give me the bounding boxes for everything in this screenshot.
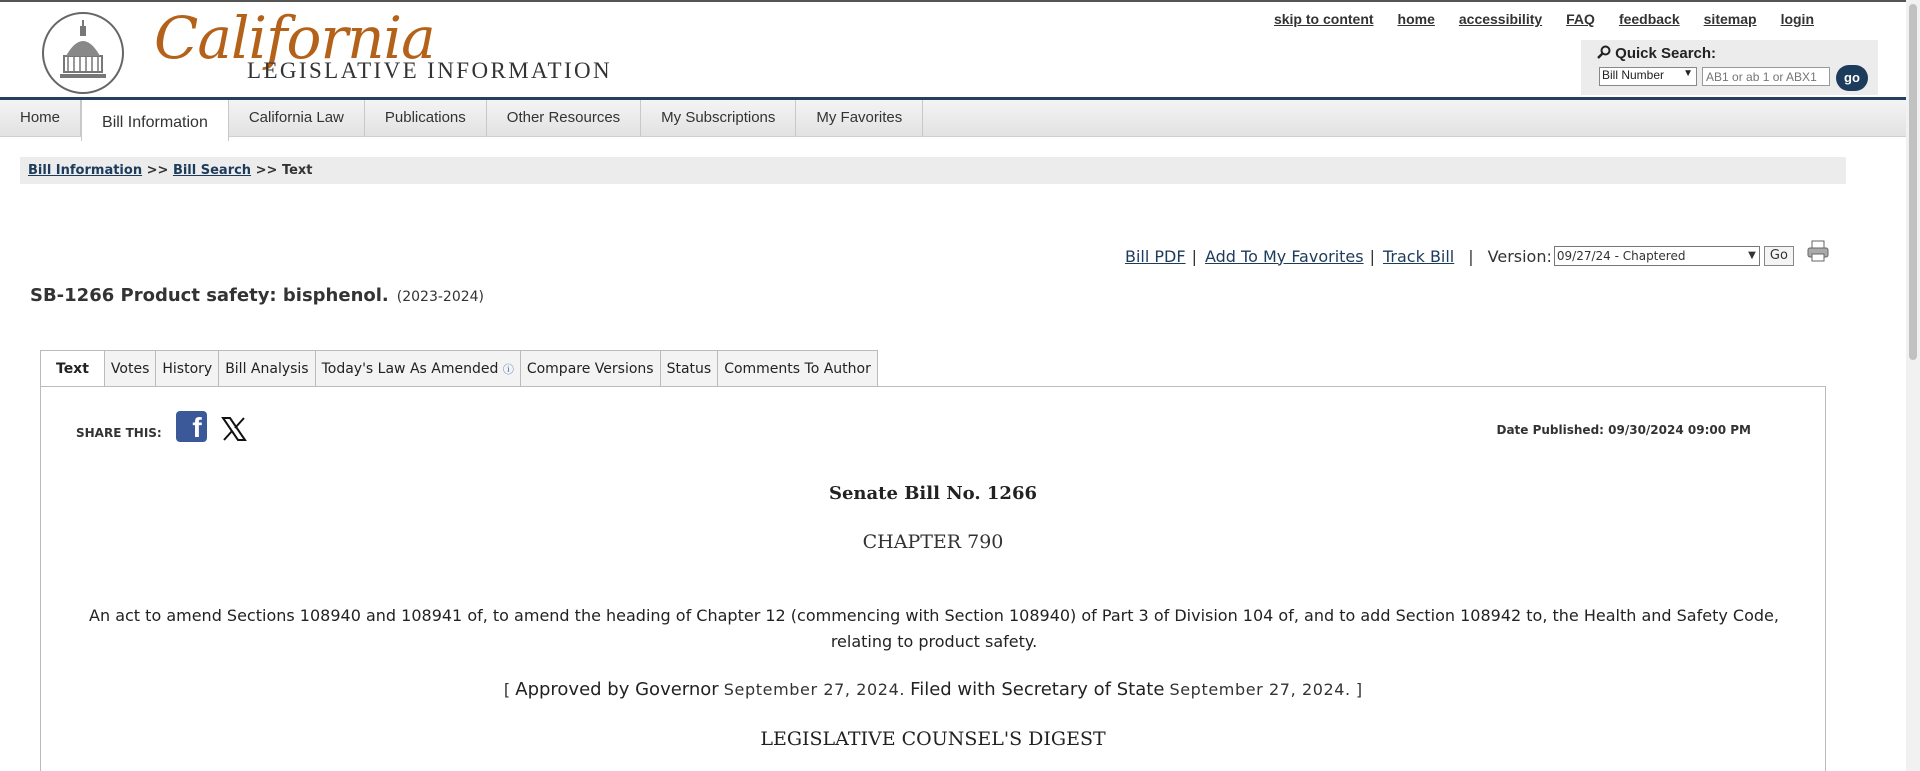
facebook-icon[interactable]: f <box>176 411 207 442</box>
scrollbar-thumb[interactable] <box>1909 4 1917 360</box>
tab-text[interactable]: Text <box>40 350 105 387</box>
approval-bracket-close: ] <box>1355 680 1363 699</box>
bill-number-heading: Senate Bill No. 1266 <box>828 483 1037 504</box>
logo-california-text[interactable]: California <box>154 4 435 72</box>
bill-text-panel <box>40 386 1826 771</box>
login-link[interactable]: login <box>1780 11 1814 27</box>
bill-actions-bar <box>1125 246 1794 266</box>
nav-tab-bill-information[interactable]: Bill Information <box>81 100 229 141</box>
x-twitter-icon[interactable] <box>221 416 247 442</box>
tab-votes[interactable]: Votes <box>105 350 156 387</box>
home-link[interactable]: home <box>1397 11 1435 27</box>
version-go-button[interactable]: Go <box>1764 246 1794 266</box>
nav-tab-publications[interactable]: Publications <box>365 100 487 136</box>
bill-title <box>30 285 484 306</box>
quick-search-text: Quick Search: <box>1615 45 1717 62</box>
filed-date: September 27, 2024. <box>1169 680 1351 699</box>
add-to-favorites-link[interactable]: Add To My Favorites <box>1204 246 1364 266</box>
skip-to-content-link[interactable]: skip to content <box>1273 11 1374 27</box>
tab-comments-to-author[interactable]: Comments To Author <box>718 350 878 387</box>
separator: | <box>1468 246 1474 266</box>
breadcrumb-separator: >> <box>146 163 169 178</box>
tab-todays-law[interactable] <box>316 350 521 387</box>
accessibility-link[interactable]: accessibility <box>1458 11 1543 27</box>
bill-session: (2023-2024) <box>396 289 484 305</box>
print-icon[interactable] <box>1807 240 1829 262</box>
search-type-value: Bill Number <box>1602 68 1665 82</box>
tab-history[interactable]: History <box>156 350 219 387</box>
breadcrumb <box>20 157 1846 184</box>
tab-todays-law-label: Today's Law As Amended <box>321 361 499 377</box>
bill-title-text: SB-1266 Product safety: bisphenol. <box>30 285 389 306</box>
date-published: Date Published: 09/30/2024 09:00 PM <box>1496 423 1751 437</box>
version-value: 09/27/24 - Chaptered <box>1556 249 1686 263</box>
page-scrollbar[interactable] <box>1906 0 1920 771</box>
feedback-link[interactable]: feedback <box>1618 11 1680 27</box>
nav-tab-home[interactable]: Home <box>0 100 81 136</box>
digest-heading: LEGISLATIVE COUNSEL'S DIGEST <box>760 728 1106 750</box>
nav-tab-my-subscriptions[interactable]: My Subscriptions <box>641 100 796 136</box>
approved-date: September 27, 2024. <box>723 680 906 699</box>
logo-legislative-text[interactable]: LEGISLATIVE INFORMATION <box>247 58 613 83</box>
search-type-select[interactable] <box>1599 67 1697 86</box>
breadcrumb-bill-information[interactable]: Bill Information <box>28 163 143 178</box>
breadcrumb-bill-search[interactable]: Bill Search <box>172 163 252 178</box>
filed-with-label: Filed with Secretary of State <box>910 679 1165 700</box>
bill-tabs <box>40 350 878 387</box>
quick-search-box <box>1581 40 1878 95</box>
breadcrumb-current: Text <box>281 163 313 178</box>
approved-by-label: Approved by Governor <box>515 679 719 700</box>
faq-link[interactable]: FAQ <box>1566 11 1595 27</box>
version-label: Version: <box>1487 246 1552 266</box>
version-select[interactable] <box>1554 246 1760 266</box>
approval-bracket-open: [ <box>503 680 511 699</box>
nav-tab-other-resources[interactable]: Other Resources <box>487 100 641 136</box>
capitol-seal-icon[interactable] <box>40 12 126 94</box>
quick-search-input[interactable] <box>1702 67 1830 86</box>
track-bill-link[interactable]: Track Bill <box>1382 246 1455 266</box>
chapter-heading: CHAPTER 790 <box>862 531 1004 553</box>
separator: | <box>1369 246 1375 266</box>
chevron-down-icon: ▼ <box>1683 68 1693 79</box>
magnifier-icon <box>1597 45 1611 59</box>
tab-status[interactable]: Status <box>661 350 719 387</box>
info-icon[interactable]: ⓘ <box>502 363 514 376</box>
share-section <box>76 412 247 443</box>
separator: | <box>1191 246 1197 266</box>
sitemap-link[interactable]: sitemap <box>1703 11 1757 27</box>
utility-links <box>1274 11 1814 27</box>
nav-tab-my-favorites[interactable]: My Favorites <box>796 100 923 136</box>
quick-search-label <box>1597 45 1716 62</box>
chevron-down-icon: ▼ <box>1748 250 1756 261</box>
act-description: An act to amend Sections 108940 and 108941 of, to amend the heading of Chapter 12 (commencing with Section 108940) of Part 3 of Division 104 of, and to add Section 108942 to, the Health and Safety Code, relating to product safety. <box>89 606 1779 651</box>
quick-search-go-button[interactable]: go <box>1836 65 1868 91</box>
approval-line <box>41 679 1825 700</box>
tab-compare-versions[interactable]: Compare Versions <box>521 350 661 387</box>
site-header <box>0 0 1906 98</box>
tab-bill-analysis[interactable]: Bill Analysis <box>219 350 315 387</box>
nav-tab-california-law[interactable]: California Law <box>229 100 365 136</box>
main-nav <box>0 100 1906 137</box>
breadcrumb-separator: >> <box>255 163 278 178</box>
bill-pdf-link[interactable]: Bill PDF <box>1125 246 1186 266</box>
share-label: SHARE THIS: <box>76 425 162 440</box>
